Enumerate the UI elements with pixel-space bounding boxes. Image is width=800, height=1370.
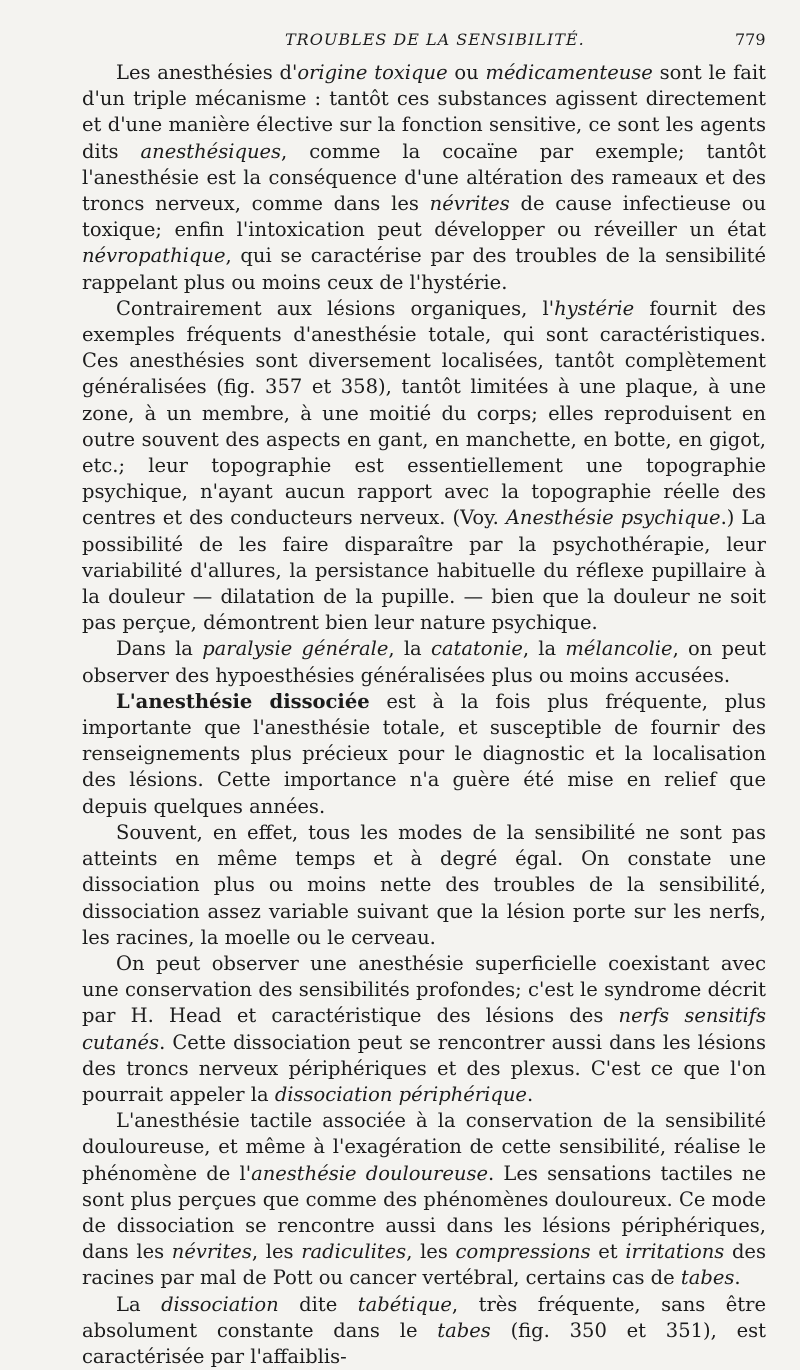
text-run: (fig. 350 et 351), est caractérisée par l'affaiblis- <box>82 1318 766 1368</box>
text-run: des racines par mal de Pott ou cancer vertébral, certains cas de <box>82 1240 766 1290</box>
italic-run: tabes <box>680 1266 735 1290</box>
italic-run: mélancolie <box>565 637 673 661</box>
text-run: L'anesthésie tactile associée à la conservation de la sensibilité douloureuse, et même à l'exagération de cette sensibilité, réalise le phénomène de l' <box>82 1109 766 1185</box>
italic-run: névropathique <box>82 244 226 268</box>
paragraph-general-paralysis <box>82 636 766 688</box>
text-run: , on peut observer des hypoesthésies généralisées plus ou moins accusées. <box>82 637 766 687</box>
text-run: . <box>526 1082 534 1106</box>
italic-run: Anesthésie psychique <box>505 506 721 530</box>
italic-run: irritations <box>625 1240 725 1264</box>
paragraph-painful-anesthesia <box>82 1108 766 1291</box>
text-run: .) La possibilité de les faire disparaître par la psychothérapie, leur variabilité d'allures, la persistance habituelle du réflexe pupillaire à la douleur — dilatation de la pupille. — bien que la douleur ne soit pas perçue, démontrent bien leur nature psychique. <box>82 506 766 635</box>
italic-run: hystérie <box>554 296 635 320</box>
italic-run: anesthésiques <box>140 139 282 163</box>
text-run: sont le fait d'un triple mécanisme : tantôt ces substances agissent directement et d'une manière élective sur la fonction sensitive, ce sont les agents dits <box>82 61 766 163</box>
text-run: , la <box>522 637 566 661</box>
text-run: est à la fois plus fréquente, plus importante que l'anesthésie totale, et susceptible de fournir des renseignements plus précieux pour le diagnostic et la localisation des lésions. Cette importance n'a guère été mise en relief que depuis quelques années. <box>82 689 766 818</box>
italic-run: dissociation <box>161 1292 279 1316</box>
text-run: fournit des exemples fréquents d'anesthésie totale, qui sont caractéristiques. Ces anesthésies sont diversement localisées, tantôt complètement généralisées (fig. 357 et 358), tantôt limitées à une plaque, à une zone, à un membre, à une moitié du corps; elles reproduisent en outre souvent des aspects en gant, en manchette, en botte, en gigot, etc.; leur topographie est essentiellement une topographie psychique, n'ayant aucun rapport avec la topographie réelle des centres et des conducteurs nerveux. (Voy. <box>82 296 766 530</box>
text-run: , les <box>251 1240 302 1264</box>
text-run: Contrairement aux lésions organiques, l' <box>116 296 555 320</box>
text-run: et <box>590 1240 626 1264</box>
text-run: dite <box>278 1292 358 1316</box>
text-run: , très fréquente, sans être absolument constante dans le <box>82 1292 766 1342</box>
text-run: , comme la cocaïne par exemple; tantôt l'anesthésie est la conséquence d'une altération des rameaux et des troncs nerveux, comme dans les <box>82 139 766 216</box>
text-run: . <box>734 1266 741 1290</box>
paragraph-toxic-anesthesia <box>82 60 766 296</box>
text-run: . Cette dissociation peut se rencontrer aussi dans les lésions des troncs nerveux périphériques et des plexus. C'est ce que l'on pourrait appeler la <box>82 1030 766 1106</box>
bold-run: L'anesthésie dissociée <box>116 689 370 713</box>
text-run: On peut observer une anesthésie superficielle coexistant avec une conservation des sensibilités profondes; c'est le syndrome décrit par H. Head et caractéristique des lésions des <box>82 951 766 1028</box>
italic-run: compressions <box>455 1240 591 1264</box>
page-number: 779 <box>735 30 766 49</box>
italic-run: nerfs sensitifs cutanés <box>82 1004 766 1054</box>
italic-run: paralysie générale <box>202 637 389 661</box>
italic-run: origine toxique <box>297 61 448 84</box>
text-run: Souvent, en effet, tous les modes de la sensibilité ne sont pas atteints en même temps et à degré égal. On constate une dissociation plus ou moins nette des troubles de la sensibilité, dissociation assez variable suivant que la lésion porte sur les nerfs, les racines, la moelle ou le cerveau. <box>82 820 766 949</box>
text-run: Dans la <box>116 637 203 661</box>
italic-run: névrites <box>171 1240 252 1264</box>
paragraph-sensibility-modes <box>82 820 766 951</box>
italic-run: névrites <box>429 192 510 216</box>
paragraph-dissociated-anesthesia <box>82 689 766 820</box>
paragraph-tabetic-dissociation <box>82 1292 766 1370</box>
paragraph-peripheral-dissociation <box>82 951 766 1108</box>
text-run: , qui se caractérise par des troubles de la sensibilité rappelant plus ou moins ceux de l'hystérie. <box>82 244 766 294</box>
text-run: de cause infectieuse ou toxique; enfin l'intoxication peut développer ou réveiller un état <box>82 192 766 242</box>
text-run: Les anesthésies d' <box>116 61 298 84</box>
italic-run: anesthésie douloureuse <box>251 1161 489 1185</box>
text-run: La <box>116 1292 162 1316</box>
italic-run: médicamenteuse <box>485 61 653 84</box>
text-run: , la <box>388 637 431 661</box>
running-title: TROUBLES DE LA SENSIBILITÉ. <box>285 30 585 49</box>
text-run: , les <box>406 1240 456 1264</box>
italic-run: tabétique <box>357 1292 452 1316</box>
paragraph-hysteria <box>82 296 766 637</box>
italic-run: tabes <box>437 1318 491 1342</box>
italic-run: radiculites <box>301 1240 407 1264</box>
text-run: ou <box>447 61 486 84</box>
running-head <box>0 22 800 52</box>
italic-run: dissociation périphérique <box>274 1082 527 1106</box>
body-text <box>82 60 766 1370</box>
text-run: . Les sensations tactiles ne sont plus perçues que comme des phénomènes douloureux. Ce mode de dissociation se rencontre aussi dans les lésions périphériques, dans les <box>82 1161 767 1264</box>
italic-run: catatonie <box>430 637 523 661</box>
